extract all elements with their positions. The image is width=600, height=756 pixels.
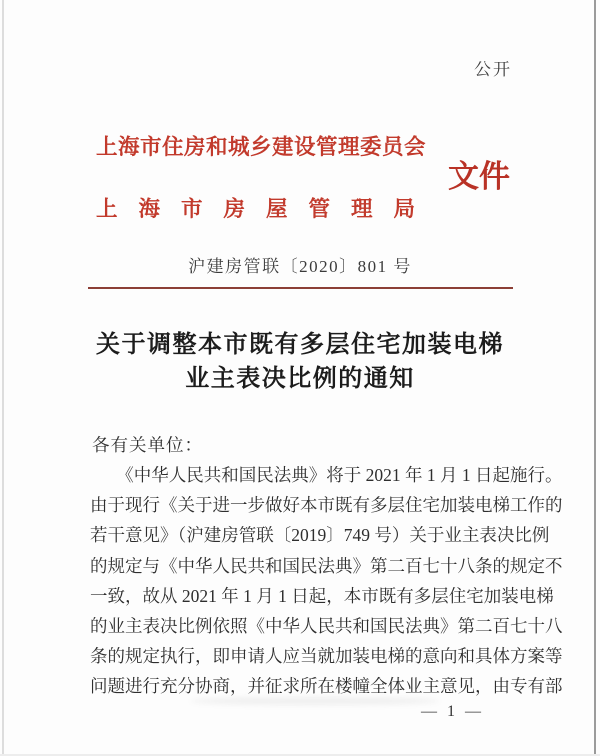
document-title-line2: 业主表决比例的通知 xyxy=(185,366,415,392)
page-number: — 1 — xyxy=(421,703,484,720)
body-paragraph xyxy=(90,460,563,702)
body-line: 《中华人民共和国民法典》将于 2021 年 1 月 1 日起施行。 xyxy=(90,465,563,485)
classification-label: 公开 xyxy=(474,60,512,79)
document-title-line1: 关于调整本市既有多层住宅加装电梯 xyxy=(96,332,504,358)
body-line: 若干意见》（沪建房管联〔2019〕749 号）关于业主表决比例 xyxy=(90,525,550,546)
body-line: 问题进行充分协商，并征求所在楼幢全体业主意见，由专有部 xyxy=(90,676,563,697)
body-line: 由于现行《关于进一步做好本市既有多层住宅加装电梯工作的 xyxy=(90,495,563,516)
document-reference-number: 沪建房管联〔2020〕801 号 xyxy=(188,257,412,276)
header-divider-rule xyxy=(88,287,513,289)
issuing-org-line1: 上海市住房和城乡建设管理委员会 xyxy=(96,135,427,159)
issuing-org-line2: 上海市房屋管理局 xyxy=(96,197,437,221)
body-line: 条的规定执行，即申请人应当就加装电梯的意向和具体方案等 xyxy=(90,646,563,667)
body-line: 的规定与《中华人民共和国民法典》第二百七十八条的规定不 xyxy=(90,555,563,576)
body-line: 一致，故从 2021 年 1 月 1 日起，本市既有多层住宅加装电梯 xyxy=(90,585,554,606)
document-title xyxy=(0,328,600,396)
body-line: 的业主表决比例依照《中华人民共和国民法典》第二百七十八 xyxy=(90,615,563,636)
document-word-label: 文件 xyxy=(448,159,510,194)
salutation: 各有关单位： xyxy=(92,435,203,455)
